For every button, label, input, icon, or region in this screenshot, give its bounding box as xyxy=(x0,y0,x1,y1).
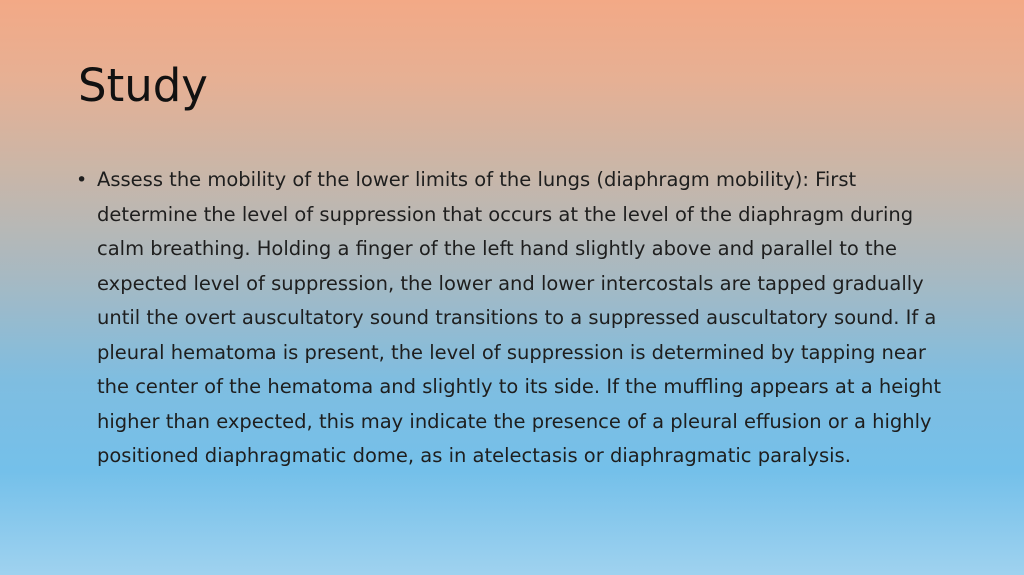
bullet-text: Assess the mobility of the lower limits of the lungs (diaphragm mobility): First determine the level of suppression that occurs at the level of the diaphragm during calm breathing. Holding a finger of the left hand slightly above and parallel to the expected level of suppression, the lower and lower intercostals are tapped gradually until the overt auscultatory sound transitions to a suppressed auscultatory sound. If a pleural hematoma is present, the level of suppression is determined by tapping near the center of the hematoma and slightly to its side. If the muffling appears at a height higher than expected, this may indicate the presence of a pleural effusion or a highly positioned diaphragmatic dome, as in atelectasis or diaphragmatic paralysis. xyxy=(97,168,942,467)
bullet-list xyxy=(76,163,956,474)
slide-title: Study xyxy=(78,59,208,112)
bullet-item xyxy=(76,163,956,474)
bullet-marker: • xyxy=(76,169,88,191)
